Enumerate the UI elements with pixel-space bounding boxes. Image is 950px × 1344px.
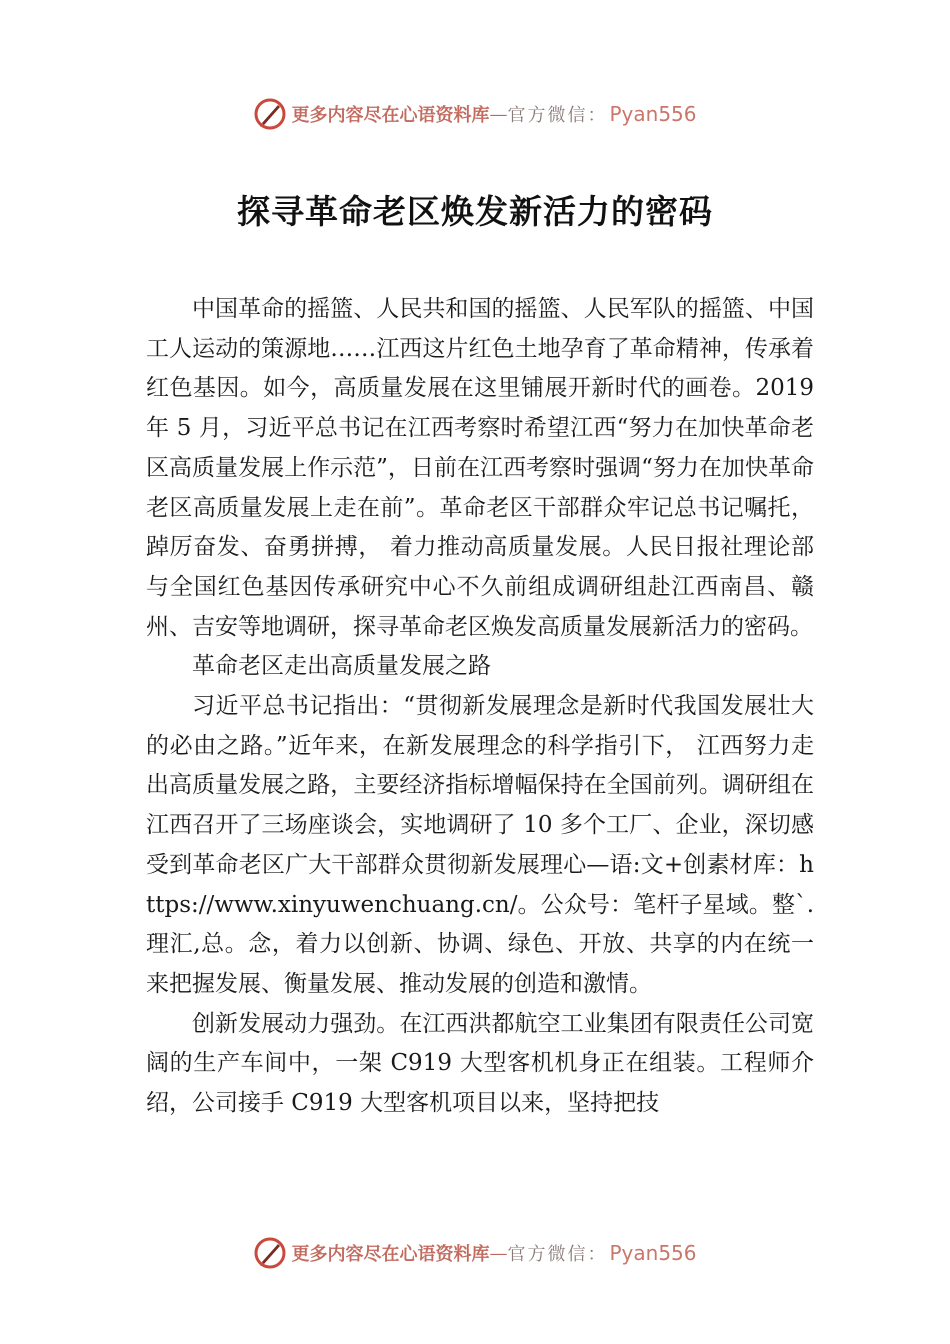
pen-logo-icon (253, 97, 287, 131)
section-heading: 革命老区走出高质量发展之路 (192, 653, 491, 680)
watermark-separator: — (489, 1242, 508, 1264)
watermark-wechat-label: 官方微信： (507, 1244, 608, 1265)
paragraph-innovation: 创新发展动力强劲。在江西洪都航空工业集团有限责任公司宽阔的生产车间中，一架 C919 大型客机机身正在组装。工程师介绍，公司接手 C919 大型客机项目以来，坚持把技 (146, 1010, 814, 1117)
watermark-separator: — (489, 103, 508, 125)
watermark-main-text: 更多内容尽在心语资料库 (291, 105, 490, 126)
watermark-wechat-id: Pyan556 (609, 1241, 697, 1265)
document-title: 探寻革命老区焕发新活力的密码 (237, 192, 713, 231)
pen-logo-icon (253, 1236, 287, 1270)
footer-watermark (0, 1233, 950, 1273)
paragraph-intro: 中国革命的摇篮、人民共和国的摇篮、人民军队的摇篮、中国工人运动的策源地……江西这片红色土地孕育了革命精神，传承着红色基因。如今，高质量发展在这里铺展开新时代的画卷。2019 年 5 月，习近平总书记在江西考察时希望江西“努力在加快革命老区高质量发展上作示范”，日前在江西考察时强调“努力在加快革命老区高质量发展上走在前”。革命老区干部群众牢记总书记嘱托，踔厉奋发、奋勇拼搏， 着力推动高质量发展。人民日报社理论部与全国红色基因传承研究中心不久前组成调研组赴江西南昌、赣州、吉安等地调研，探寻革命老区焕发高质量发展新活力的密码。 (146, 296, 814, 640)
paragraph-quote: 习近平总书记指出：“贯彻新发展理念是新时代我国发展壮大的必由之路。”近年来，在新发展理念的科学指引下， 江西努力走出高质量发展之路，主要经济指标增幅保持在全国前列。调研组在江西召开了三场座谈会，实地调研了 10 多个工厂、企业，深切感受到革命老区广大干部群众贯彻新发展理心—语:文+创素材库：https://www.xinyuwenchuang.cn/。公众号：笔杆子星域。整`.理汇,总。念，着力以创新、协调、绿色、开放、共享的内在统一来把握发展、衡量发展、推动发展的创造和激情。 (146, 693, 814, 997)
document-body (146, 290, 814, 1124)
watermark-wechat-id: Pyan556 (609, 102, 697, 126)
watermark-main-text: 更多内容尽在心语资料库 (291, 1244, 490, 1265)
header-watermark (0, 94, 950, 134)
watermark-wechat-label: 官方微信： (507, 105, 608, 126)
